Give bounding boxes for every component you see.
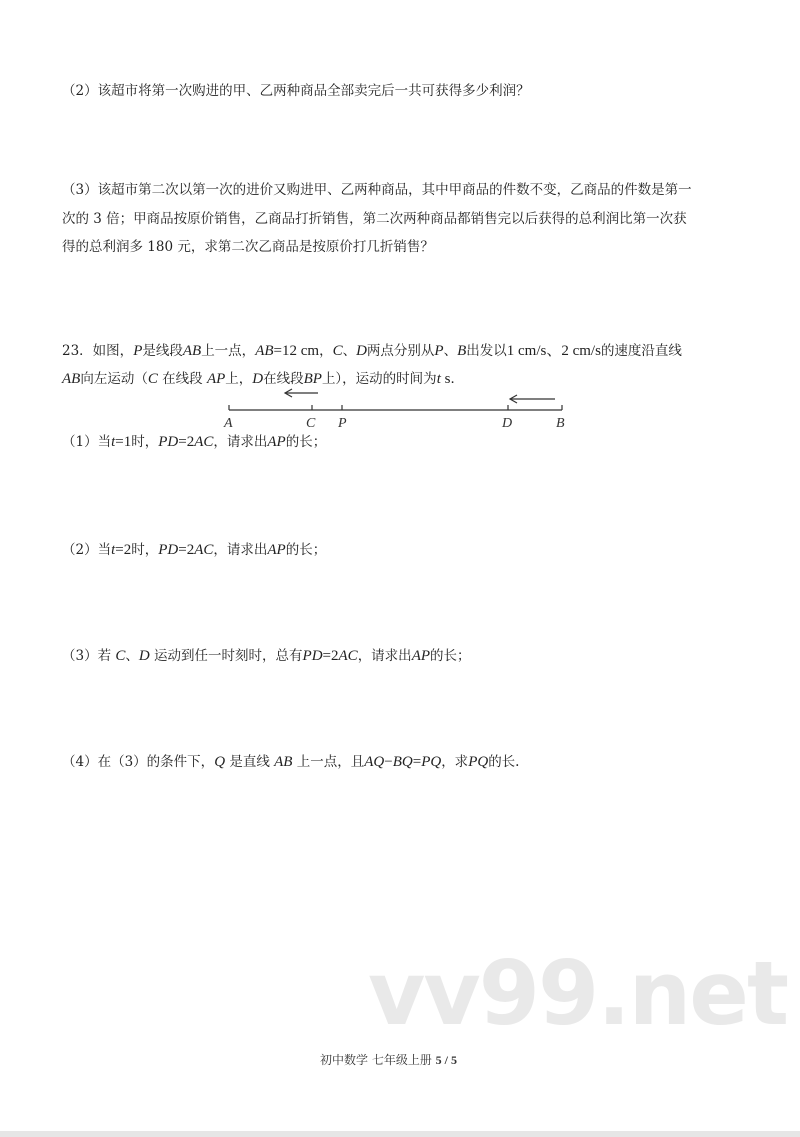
- math-variable: D: [138, 648, 150, 664]
- math-variable: t: [111, 434, 116, 450]
- label-c: C: [306, 416, 316, 431]
- text-segment: （3）若: [62, 648, 116, 664]
- text-line-q23-4: [62, 753, 519, 771]
- text-segment: 运动到任一时刻时，总有: [149, 648, 303, 664]
- math-variable: PD: [302, 648, 323, 664]
- footer-text: 初中数学 七年级上册: [320, 1053, 436, 1067]
- math-variable: AP: [206, 371, 226, 387]
- text-line-q22-3-l1: [62, 181, 692, 199]
- page-footer: [320, 1052, 457, 1068]
- text-segment: ，请求出: [213, 434, 268, 450]
- text-segment: 时，: [131, 434, 159, 450]
- text-segment: 是直线: [225, 754, 275, 770]
- text-segment: −: [384, 754, 393, 770]
- text-segment: 时，: [131, 542, 159, 558]
- math-variable: AC: [194, 542, 214, 558]
- text-segment: 、: [125, 648, 139, 664]
- text-segment: 上），运动的时间为: [321, 371, 437, 387]
- text-segment: 在线段: [263, 371, 304, 387]
- math-variable: BQ: [392, 754, 413, 770]
- text-segment: 1 cm/s、2 cm/s: [506, 343, 601, 359]
- text-segment: ，请求出: [213, 542, 268, 558]
- page-number: 5 / 5: [435, 1053, 457, 1067]
- math-variable: AP: [411, 648, 431, 664]
- text-segment: （2）该超市将第一次购进的甲、乙两种商品全部卖完后一共可获得多少利润？: [62, 83, 530, 99]
- label-d: D: [502, 416, 513, 431]
- math-variable: C: [147, 371, 158, 387]
- text-segment: 得的总利润多 180 元，求第二次乙商品是按原价打几折销售？: [62, 239, 434, 255]
- text-line-q23-1: [62, 433, 326, 451]
- math-variable: D: [252, 371, 264, 387]
- math-variable: t: [436, 371, 441, 387]
- text-segment: 的长.: [488, 754, 520, 770]
- text-segment: =2: [178, 542, 195, 558]
- text-segment: 向左运动（: [80, 371, 148, 387]
- math-variable: AB: [274, 754, 293, 770]
- text-segment: 上，: [225, 371, 253, 387]
- text-segment: =1: [115, 434, 132, 450]
- text-segment: （3）该超市第二次以第一次的进价又购进甲、乙两种商品，其中甲商品的件数不变，乙商品的件数是第一: [62, 182, 692, 198]
- text-segment: =2: [115, 542, 132, 558]
- math-variable: C: [115, 648, 126, 664]
- text-segment: 是线段: [142, 343, 183, 359]
- math-variable: AB: [62, 371, 81, 387]
- math-variable: D: [356, 343, 367, 359]
- math-variable: AQ: [364, 754, 385, 770]
- math-variable: Q: [214, 754, 226, 770]
- math-variable: AB: [255, 343, 274, 359]
- text-segment: =2: [322, 648, 339, 664]
- math-variable: C: [332, 343, 343, 359]
- text-segment: （2）当: [62, 542, 112, 558]
- math-variable: AP: [267, 542, 286, 558]
- math-variable: PD: [158, 542, 179, 558]
- math-variable: BP: [303, 371, 322, 387]
- math-variable: PD: [158, 434, 179, 450]
- text-segment: =2: [178, 434, 195, 450]
- text-segment: 的长；: [285, 434, 327, 450]
- text-segment: ，请求出: [357, 648, 412, 664]
- text-segment: 在线段: [157, 371, 207, 387]
- label-a: A: [224, 416, 233, 431]
- text-line-q23-l1: [62, 342, 682, 360]
- arrow-left-icon: [285, 389, 318, 397]
- text-segment: ，求: [441, 754, 469, 770]
- text-segment: 的速度沿直线: [600, 343, 682, 359]
- math-variable: P: [133, 343, 143, 359]
- text-segment: （1）当: [62, 434, 112, 450]
- text-segment: 的长；: [430, 648, 471, 664]
- text-segment: 、: [342, 343, 357, 359]
- text-segment: （4）在（3）的条件下，: [62, 754, 215, 770]
- watermark: vv99.net: [368, 942, 788, 1045]
- text-segment: 出发以: [466, 343, 507, 359]
- text-segment: 的长；: [285, 542, 327, 558]
- math-variable: B: [457, 343, 467, 359]
- text-segment: 两点分别从: [366, 343, 435, 359]
- text-segment: 上一点，且: [292, 754, 365, 770]
- page-edge: [0, 1131, 800, 1137]
- math-variable: P: [434, 343, 444, 359]
- text-line-q22-3-l3: [62, 238, 434, 256]
- text-line-q23-3: [62, 647, 471, 665]
- text-segment: 、: [443, 343, 458, 359]
- math-variable: PQ: [468, 754, 489, 770]
- label-p: P: [338, 416, 347, 431]
- math-variable: AC: [194, 434, 214, 450]
- text-segment: ．: [450, 371, 464, 387]
- text-segment: s: [440, 371, 451, 387]
- text-segment: 23．如图，: [62, 343, 134, 359]
- text-line-q22-2: [62, 82, 530, 100]
- text-line-q23-2: [62, 541, 326, 559]
- arrow-left-icon: [510, 395, 555, 403]
- text-segment: 上一点，: [201, 343, 256, 359]
- math-variable: AP: [267, 434, 286, 450]
- line-segment-figure: [215, 385, 585, 435]
- text-segment: 次的 3 倍；甲商品按原价销售，乙商品打折销售，第二次两种商品都销售完以后获得的总利润比第一次获: [62, 211, 687, 227]
- math-variable: t: [111, 542, 116, 558]
- text-segment: =: [412, 754, 422, 770]
- text-segment: =12 cm: [273, 343, 320, 359]
- math-variable: AC: [338, 648, 358, 664]
- text-segment: ，: [319, 343, 333, 359]
- math-variable: AB: [182, 343, 202, 359]
- text-line-q22-3-l2: [62, 210, 687, 228]
- math-variable: PQ: [421, 754, 442, 770]
- label-b: B: [556, 416, 565, 431]
